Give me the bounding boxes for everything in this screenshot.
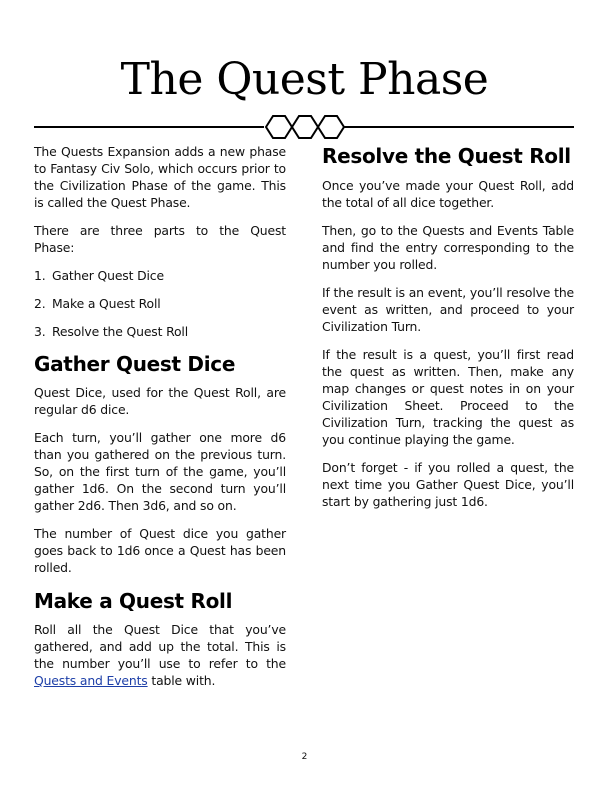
page-number: 2 (301, 752, 308, 762)
gather-paragraph-2: Each turn, you’ll gather one more d6 than you gathered on the previous turn. So, on the first turn of the game, you’ll gather 1d6. On the second turn you’ll gather 2d6. Then 3d6, and so on. (34, 430, 286, 513)
make-paragraph-1: Roll all the Quest Dice that you’ve gathered, and add up the total. This is the number you’ll use to refer to the Quests and Events table with. (34, 622, 286, 688)
resolve-quest-roll-heading: Resolve the Quest Roll (322, 144, 571, 168)
hexagon-divider-icon (34, 113, 574, 141)
list-item: 2. Make a Quest Roll (34, 296, 161, 311)
list-item: 1. Gather Quest Dice (34, 268, 164, 283)
quests-and-events-link[interactable]: Quests and Events (34, 673, 148, 688)
list-item: 3. Resolve the Quest Roll (34, 324, 189, 339)
parts-intro-paragraph: There are three parts to the Quest Phase: (34, 223, 286, 255)
resolve-paragraph-4: If the result is a quest, you’ll first read the quest as written. Then, make any map changes or quest notes in on your Civilization Sheet. Proceed to the Civilization Turn, tracking the quest as you continue playing the game. (322, 347, 574, 447)
gather-quest-dice-heading: Gather Quest Dice (34, 352, 236, 376)
page-title: The Quest Phase (120, 54, 489, 105)
intro-paragraph: The Quests Expansion adds a new phase to Fantasy Civ Solo, which occurs prior to the Civilization Phase of the game. This is called the Quest Phase. (34, 144, 286, 210)
right-column (322, 143, 574, 521)
resolve-paragraph-3: If the result is an event, you’ll resolve the event as written, and proceed to your Civilization Turn. (322, 285, 574, 334)
gather-paragraph-1: Quest Dice, used for the Quest Roll, are regular d6 dice. (34, 385, 286, 417)
make-quest-roll-heading: Make a Quest Roll (34, 589, 233, 613)
gather-paragraph-3: The number of Quest dice you gather goes back to 1d6 once a Quest has been rolled. (34, 526, 286, 575)
quest-phase-parts-list (34, 267, 286, 340)
resolve-paragraph-1: Once you’ve made your Quest Roll, add the total of all dice together. (322, 178, 574, 210)
resolve-paragraph-2: Then, go to the Quests and Events Table and find the entry corresponding to the number you rolled. (322, 223, 574, 272)
resolve-paragraph-5: Don’t forget - if you rolled a quest, the next time you Gather Quest Dice, you’ll start by gathering just 1d6. (322, 460, 574, 509)
left-column (34, 143, 286, 700)
